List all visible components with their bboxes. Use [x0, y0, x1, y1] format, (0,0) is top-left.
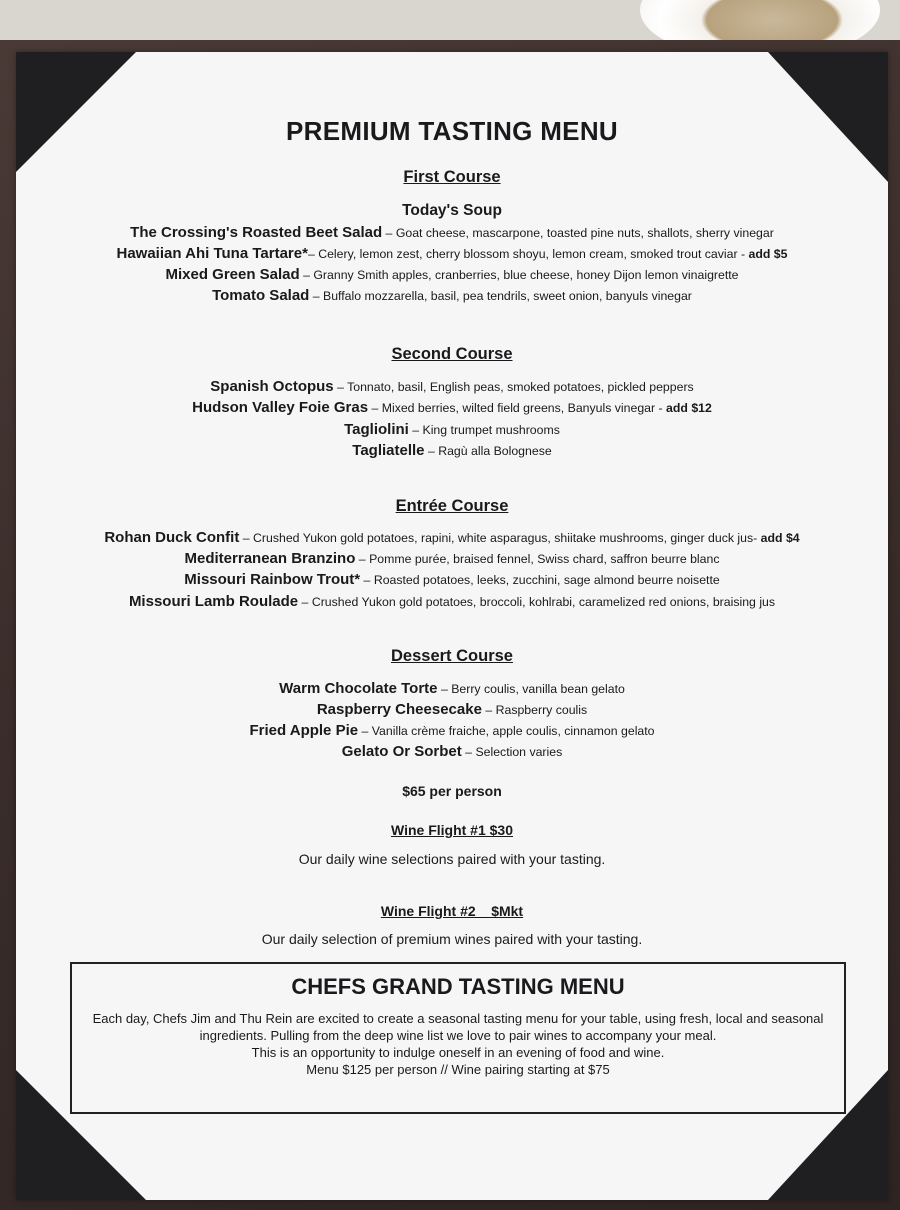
dish-name: Rohan Duck Confit	[104, 529, 240, 546]
dish-description: – Granny Smith apples, cranberries, blue cheese, honey Dijon lemon vinaigrette	[299, 268, 739, 282]
menu-item	[16, 722, 888, 739]
dish-description: – Roasted potatoes, leeks, zucchini, sage almond beurre noisette	[360, 573, 720, 587]
grand-text-line: This is an opportunity to indulge oneself in an evening of food and wine.	[251, 1045, 665, 1060]
grand-text-line: Each day, Chefs Jim and Thu Rein are excited to create a seasonal tasting menu for your table, using fresh, local and seasonal	[92, 1011, 824, 1026]
dish-description: – Raspberry coulis	[481, 703, 588, 717]
dish-name: Hawaiian Ahi Tuna Tartare*	[116, 245, 308, 262]
dish-description: – Crushed Yukon gold potatoes, rapini, white asparagus, shiitake mushrooms, ginger duck jus-	[239, 531, 761, 545]
menu-item	[16, 287, 888, 304]
entree-course-heading: Entrée Course	[395, 497, 509, 515]
dish-description: – Selection varies	[461, 745, 563, 759]
menu-item	[16, 701, 888, 718]
grand-tasting-description	[92, 1010, 824, 1078]
dish-description: – Vanilla crème fraiche, apple coulis, cinnamon gelato	[358, 724, 655, 738]
dish-name: Missouri Rainbow Trout*	[184, 571, 361, 588]
menu-item	[16, 224, 888, 241]
menu-item	[16, 550, 888, 567]
corner-holder-top-left	[16, 52, 136, 172]
dish-description: – Goat cheese, mascarpone, toasted pine nuts, shallots, sherry vinegar	[382, 226, 774, 240]
dish-description: – Berry coulis, vanilla bean gelato	[437, 682, 625, 696]
second-course-heading: Second Course	[391, 345, 513, 363]
dish-description: – Pomme purée, braised fennel, Swiss chard, saffron beurre blanc	[355, 552, 720, 566]
price-per-person: $65 per person	[402, 783, 502, 799]
dish-name: Mediterranean Branzino	[184, 550, 356, 567]
dish-name: Hudson Valley Foie Gras	[192, 399, 369, 416]
first-course-heading: First Course	[403, 168, 501, 186]
grand-text-line: Menu $125 per person // Wine pairing starting at $75	[306, 1062, 610, 1077]
dish-description: – Crushed Yukon gold potatoes, broccoli, kohlrabi, caramelized red onions, braising jus	[298, 595, 776, 609]
menu-item	[16, 529, 888, 546]
dish-description: – Celery, lemon zest, cherry blossom shoyu, lemon cream, smoked trout caviar -	[307, 247, 749, 261]
dish-name: Gelato Or Sorbet	[341, 743, 462, 760]
dish-name: Fried Apple Pie	[249, 722, 359, 739]
grand-text-line: ingredients. Pulling from the deep wine list we love to pair wines to accompany your meal.	[199, 1028, 717, 1043]
dish-addon: add $4	[760, 531, 800, 545]
dish-description: – King trumpet mushrooms	[408, 423, 560, 437]
menu-item	[16, 421, 888, 438]
dish-name: Raspberry Cheesecake	[316, 701, 482, 718]
dish-addon: add $5	[748, 247, 788, 261]
dish-name: Tagliolini	[344, 421, 409, 438]
menu-item	[16, 743, 888, 760]
dish-description: – Ragù alla Bolognese	[424, 444, 552, 458]
dish-name: The Crossing's Roasted Beet Salad	[130, 224, 383, 241]
menu-title: PREMIUM TASTING MENU	[286, 116, 618, 146]
menu-item	[16, 399, 888, 416]
menu-item	[16, 680, 888, 697]
dish-name: Warm Chocolate Torte	[279, 680, 438, 697]
dish-description: – Tonnato, basil, English peas, smoked potatoes, pickled peppers	[333, 380, 694, 394]
menu-item	[16, 593, 888, 610]
menu-item	[16, 442, 888, 459]
dish-name: Spanish Octopus	[210, 378, 334, 395]
wine-flight-1-heading: Wine Flight #1 $30	[390, 822, 513, 838]
grand-tasting-title: CHEFS GRAND TASTING MENU	[291, 974, 625, 999]
dish-description: – Buffalo mozzarella, basil, pea tendrils, sweet onion, banyuls vinegar	[309, 289, 692, 303]
dessert-course-heading: Dessert Course	[391, 647, 513, 665]
dish-addon: add $12	[666, 401, 712, 415]
dish-name: Tomato Salad	[212, 287, 310, 304]
wine-flight-2-text: Our daily selection of premium wines paired with your tasting.	[261, 931, 643, 947]
menu-item	[16, 266, 888, 283]
wine-flight-2-heading: Wine Flight #2 $Mkt	[380, 903, 524, 919]
menu-item	[16, 571, 888, 588]
dish-name: Mixed Green Salad	[165, 266, 300, 283]
menu-item	[16, 378, 888, 395]
menu-item	[16, 245, 888, 262]
dish-name: Tagliatelle	[352, 442, 425, 459]
todays-soup: Today's Soup	[402, 202, 502, 219]
dish-description: – Mixed berries, wilted field greens, Banyuls vinegar -	[368, 401, 667, 415]
grand-tasting-box	[70, 962, 846, 1114]
dish-name: Missouri Lamb Roulade	[128, 593, 299, 610]
wine-flight-1-text: Our daily wine selections paired with your tasting.	[298, 851, 606, 867]
